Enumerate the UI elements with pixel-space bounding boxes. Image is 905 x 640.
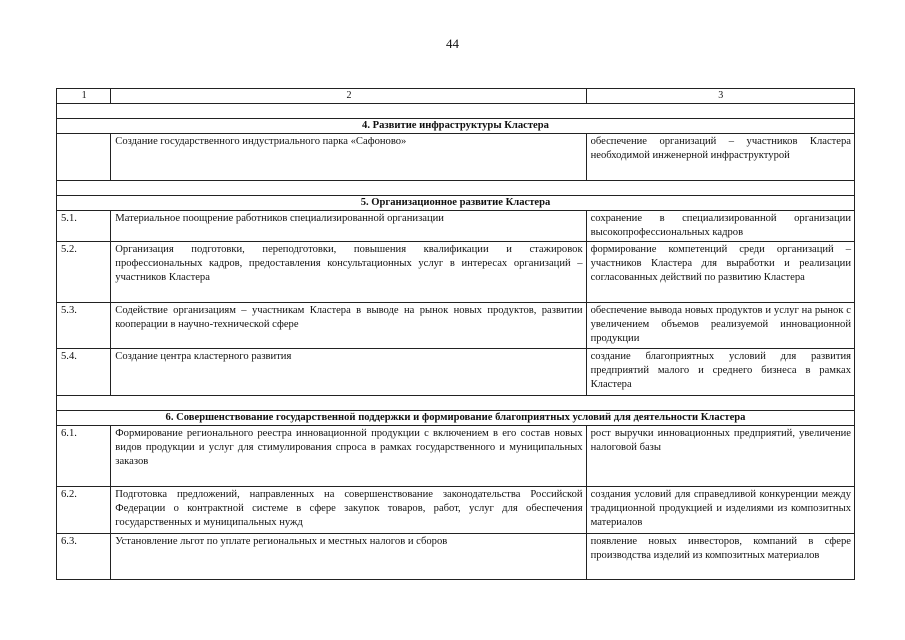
- column-number-2: 2: [111, 89, 586, 104]
- measure-description: Подготовка предложений, направленных на совершенствование законодательства Российской Федерации о контрактной системе в сфере закупок товаров, работ, услуг для обеспечения государственных и муниципальных нужд: [111, 487, 586, 534]
- section-title: 4. Развитие инфраструктуры Кластера: [362, 120, 549, 131]
- table-row: [57, 349, 855, 396]
- spacer-row: [57, 396, 855, 411]
- row-number: 5.4.: [57, 349, 111, 396]
- section-header-4: [57, 119, 855, 134]
- spacer-cell: [57, 181, 855, 196]
- section-title-cell: [57, 411, 855, 426]
- measure-description: Содействие организациям – участникам Кластера в выводе на рынок новых продуктов, развитии кооперации в научно-технической сфере: [111, 303, 586, 349]
- table-row: [57, 242, 855, 303]
- column-number-1: 1: [57, 89, 111, 104]
- measure-description: Создание центра кластерного развития: [111, 349, 586, 396]
- measure-description: Организация подготовки, переподготовки, повышения квалификации и стажировок профессиональных кадров, предоставления консультационных услуг в интересах организаций – участников Кластера: [111, 242, 586, 303]
- measure-description: Материальное поощрение работников специализированной организации: [111, 211, 586, 242]
- page-number: 44: [446, 36, 459, 51]
- section-title-cell: [57, 119, 855, 134]
- expected-result: обеспечение вывода новых продуктов и услуг на рынок с увеличением объемов реализуемой инновационной продукции: [586, 303, 854, 349]
- table-row: [57, 426, 855, 487]
- row-number: 6.1.: [57, 426, 111, 487]
- column-number-3: 3: [586, 89, 854, 104]
- table-row: [57, 303, 855, 349]
- measure-description: Установление льгот по уплате региональных и местных налогов и сборов: [111, 534, 586, 580]
- table-row: [57, 534, 855, 580]
- section-title-cell: [57, 196, 855, 211]
- row-number: 6.2.: [57, 487, 111, 534]
- column-number-row: [57, 89, 855, 104]
- measure-description: Формирование регионального реестра инновационной продукции с включением в его состав новых видов продукции и услуг для стимулирования спроса в рамках государственного и муниципальных заказов: [111, 426, 586, 487]
- section-header-6: [57, 411, 855, 426]
- spacer-cell: [57, 396, 855, 411]
- row-number: 5.3.: [57, 303, 111, 349]
- table-row: [57, 134, 855, 181]
- row-number: 5.1.: [57, 211, 111, 242]
- expected-result: сохранение в специализированной организации высокопрофессиональных кадров: [586, 211, 854, 242]
- section-title: 6. Совершенствование государственной поддержки и формирование благоприятных условий для деятельности Кластера: [165, 412, 746, 423]
- measures-table: [56, 88, 855, 580]
- table-row: [57, 211, 855, 242]
- table-row: [57, 487, 855, 534]
- expected-result: создание благоприятных условий для развития предприятий малого и среднего бизнеса в рамках Кластера: [586, 349, 854, 396]
- spacer-cell: [57, 104, 855, 119]
- section-header-5: [57, 196, 855, 211]
- row-number: 6.3.: [57, 534, 111, 580]
- expected-result: рост выручки инновационных предприятий, увеличение налоговой базы: [586, 426, 854, 487]
- row-number: 5.2.: [57, 242, 111, 303]
- measure-description: Создание государственного индустриального парка «Сафоново»: [111, 134, 586, 181]
- spacer-row: [57, 104, 855, 119]
- expected-result: формирование компетенций среди организаций – участников Кластера для выработки и реализации согласованных действий по развитию Кластера: [586, 242, 854, 303]
- row-number: [57, 134, 111, 181]
- expected-result: появление новых инвесторов, компаний в сфере производства изделий из композитных материалов: [586, 534, 854, 580]
- expected-result: обеспечение организаций – участников Кластера необходимой инженерной инфраструктурой: [586, 134, 854, 181]
- section-title: 5. Организационное развитие Кластера: [360, 197, 551, 208]
- spacer-row: [57, 181, 855, 196]
- expected-result: создания условий для справедливой конкуренции между традиционной продукцией и изделиями из композитных материалов: [586, 487, 854, 534]
